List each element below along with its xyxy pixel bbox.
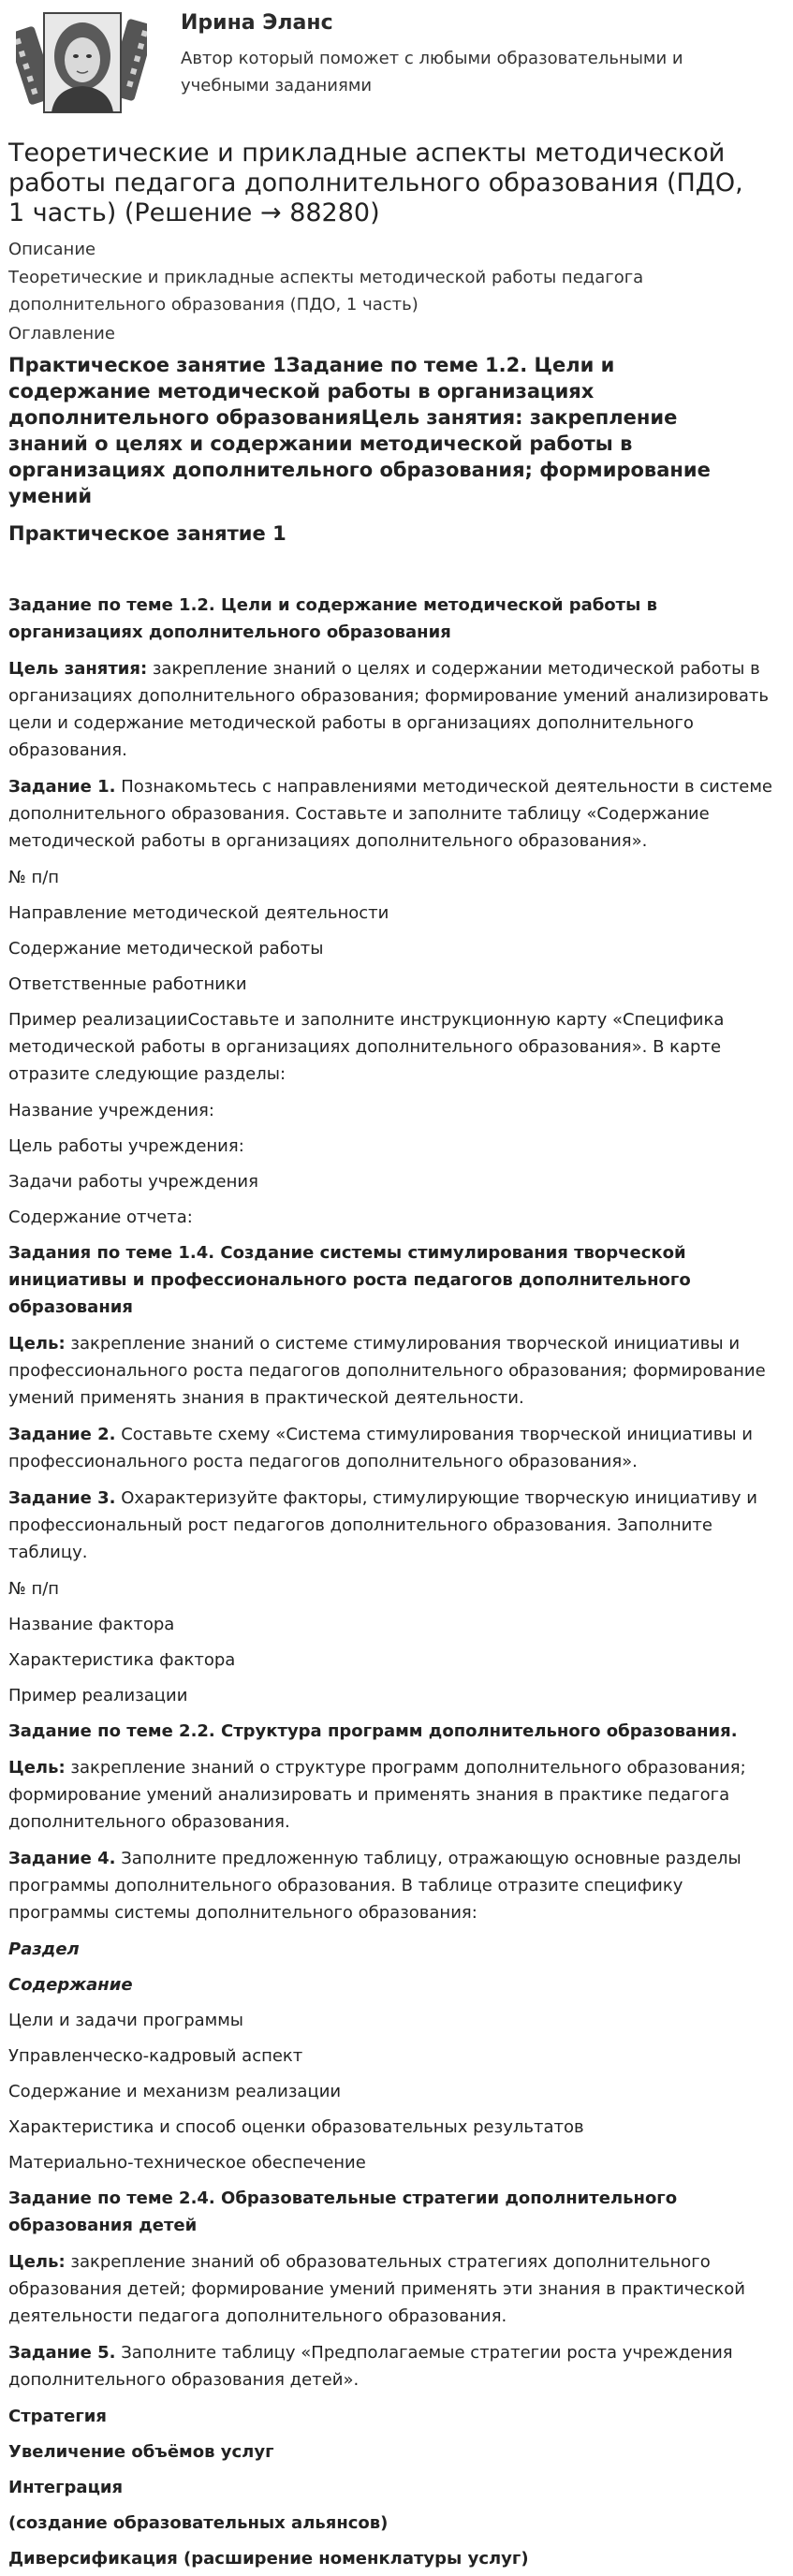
task-2-text: Составьте схему «Система стимулирования творческой инициативы и профессионального роста педагогов дополнительного образования». [8,1425,753,1471]
table-col-strategy [8,2403,785,2430]
toc-heading: Практическое занятие 1Задание по теме 1.2. Цели и содержание методической работы в организациях дополнительного образованияЦель занятия: закрепление знаний о целях и содержании методической работы в организациях дополнительного образования; формирование умений [8,354,711,507]
author-card [8,0,785,131]
row-assessment: Характеристика и способ оценки образовательных результатов [8,2117,584,2137]
table-col-factor-description: Характеристика фактора [8,1650,236,1670]
section-heading-1-2 [8,592,785,646]
table-col-number: № п/п [8,1579,60,1599]
main-content [8,592,785,2572]
goal-text: закрепление знаний о структуре программ дополнительного образования; формирование умений анализировать и применять знания в практике педагога дополнительного образования. [8,1758,746,1832]
description-label: Описание [8,240,96,259]
goal-label: Цель: [8,1758,66,1778]
item-institution-name: Название учреждения: [8,1101,214,1120]
paragraph-task-2 [8,1421,785,1475]
item-institution-tasks: Задачи работы учреждения [8,1172,258,1192]
author-description: Автор который поможет с любыми образовательными и учебными заданиями [181,49,683,95]
task-4-text: Заполните предложенную таблицу, отражающую основные разделы программы дополнительного образования. В таблице отразите специфику программы системы дополнительного образования: [8,1849,742,1923]
row-alliances-text: (создание образовательных альянсов) [8,2513,389,2533]
row-material-support: Материально-техническое обеспечение [8,2153,366,2173]
row-diversification-text: Диверсификация (расширение номенклатуры услуг) [8,2549,529,2569]
paragraph-task-1 [8,773,785,855]
task-3-label: Задание 3. [8,1488,116,1508]
row-alliances [8,2510,785,2537]
table-col-direction: Направление методической деятельности [8,903,389,923]
section-heading-2-2 [8,1718,785,1745]
task-5-text: Заполните таблицу «Предполагаемые стратегии роста учреждения дополнительного образования детей». [8,2343,733,2390]
paragraph-task-3 [8,1485,785,1566]
page-title: Теоретические и прикладные аспекты методической работы педагога дополнительного образования (ПДО, 1 часть) (Решение → 88280) [8,139,743,227]
task-3-text: Охарактеризуйте факторы, стимулирующие творческую инициативу и профессиональный рост педагогов дополнительного образования. Заполните таблицу. [8,1488,757,1562]
paragraph-goal-4 [8,2248,785,2330]
table-col-factor-name: Название фактора [8,1615,175,1634]
section-heading-2-2-text: Задание по теме 2.2. Структура программ дополнительного образования. [8,1721,738,1741]
table-col-section [8,1936,785,1963]
task-1-text: Познакомьтесь с направлениями методической деятельности в системе дополнительного образования. Составьте и заполните таблицу «Содержание методической работы в организациях дополнительного образования». [8,777,772,851]
section-heading-2-4 [8,2185,785,2239]
goal-label: Цель: [8,2252,66,2272]
paragraph-goal-2 [8,1330,785,1412]
section-heading-1-4-text: Задания по теме 1.4. Создание системы стимулирования творческой инициативы и профессионального роста педагогов дополнительного образования [8,1243,691,1317]
table-col-strategy-text: Стратегия [8,2407,107,2426]
goal-text: закрепление знаний о системе стимулирования творческой инициативы и профессионального роста педагогов дополнительного образования; формирование умений применять знания в практической деятельности. [8,1334,766,1408]
table-col-responsible: Ответственные работники [8,974,247,994]
paragraph-example: Пример реализацииСоставьте и заполните инструкционную карту «Специфика методической работы в организациях дополнительного образования». В карте отразите следующие разделы: [8,1010,725,1084]
goal-text: закрепление знаний о целях и содержании методической работы в организациях дополнительного образования; формирование умений анализировать цели и содержание методической работы в организациях дополнительного образования. [8,659,769,760]
goal-text: закрепление знаний об образовательных стратегиях дополнительного образования детей; формирование умений применять эти знания в практической деятельности педагога дополнительного образования. [8,2252,745,2326]
row-integration-text: Интеграция [8,2478,124,2497]
section-heading-1-2-text: Задание по теме 1.2. Цели и содержание методической работы в организациях дополнительного образования [8,595,658,642]
paragraph-task-4 [8,1845,785,1926]
table-col-content-text: Содержание [8,1975,133,1995]
row-volume-growth [8,2438,785,2466]
toc-label: Оглавление [8,324,115,344]
table-col-example: Пример реализации [8,1686,188,1705]
row-volume-growth-text: Увеличение объёмов услуг [8,2442,274,2462]
task-4-label: Задание 4. [8,1849,116,1868]
toc-heading-practical: Практическое занятие 1 [8,522,286,545]
goal-label: Цель: [8,1334,66,1354]
author-avatar[interactable] [16,7,147,118]
row-management: Управленческо-кадровый аспект [8,2046,303,2066]
row-integration [8,2474,785,2501]
goal-label: Цель занятия: [8,659,148,679]
author-name[interactable]: Ирина Эланс [181,11,333,35]
paragraph-task-5 [8,2339,785,2393]
paragraph-goal-1 [8,655,785,764]
description-text: Теоретические и прикладные аспекты методической работы педагога дополнительного образования (ПДО, 1 часть) [8,268,644,315]
table-col-number: № п/п [8,868,60,887]
item-institution-goal: Цель работы учреждения: [8,1136,244,1156]
row-mechanism: Содержание и механизм реализации [8,2082,342,2101]
row-diversification [8,2545,785,2572]
item-report-content: Содержание отчета: [8,1208,193,1227]
paragraph-goal-3 [8,1754,785,1836]
table-col-section-text: Раздел [8,1939,80,1959]
task-5-label: Задание 5. [8,2343,116,2363]
task-1-label: Задание 1. [8,777,116,797]
table-col-content: Содержание методической работы [8,939,324,959]
row-goals-tasks: Цели и задачи программы [8,2011,244,2030]
task-2-label: Задание 2. [8,1425,116,1444]
section-heading-1-4 [8,1239,785,1321]
section-heading-2-4-text: Задание по теме 2.4. Образовательные стратегии дополнительного образования детей [8,2188,678,2235]
table-col-content [8,1971,785,1998]
